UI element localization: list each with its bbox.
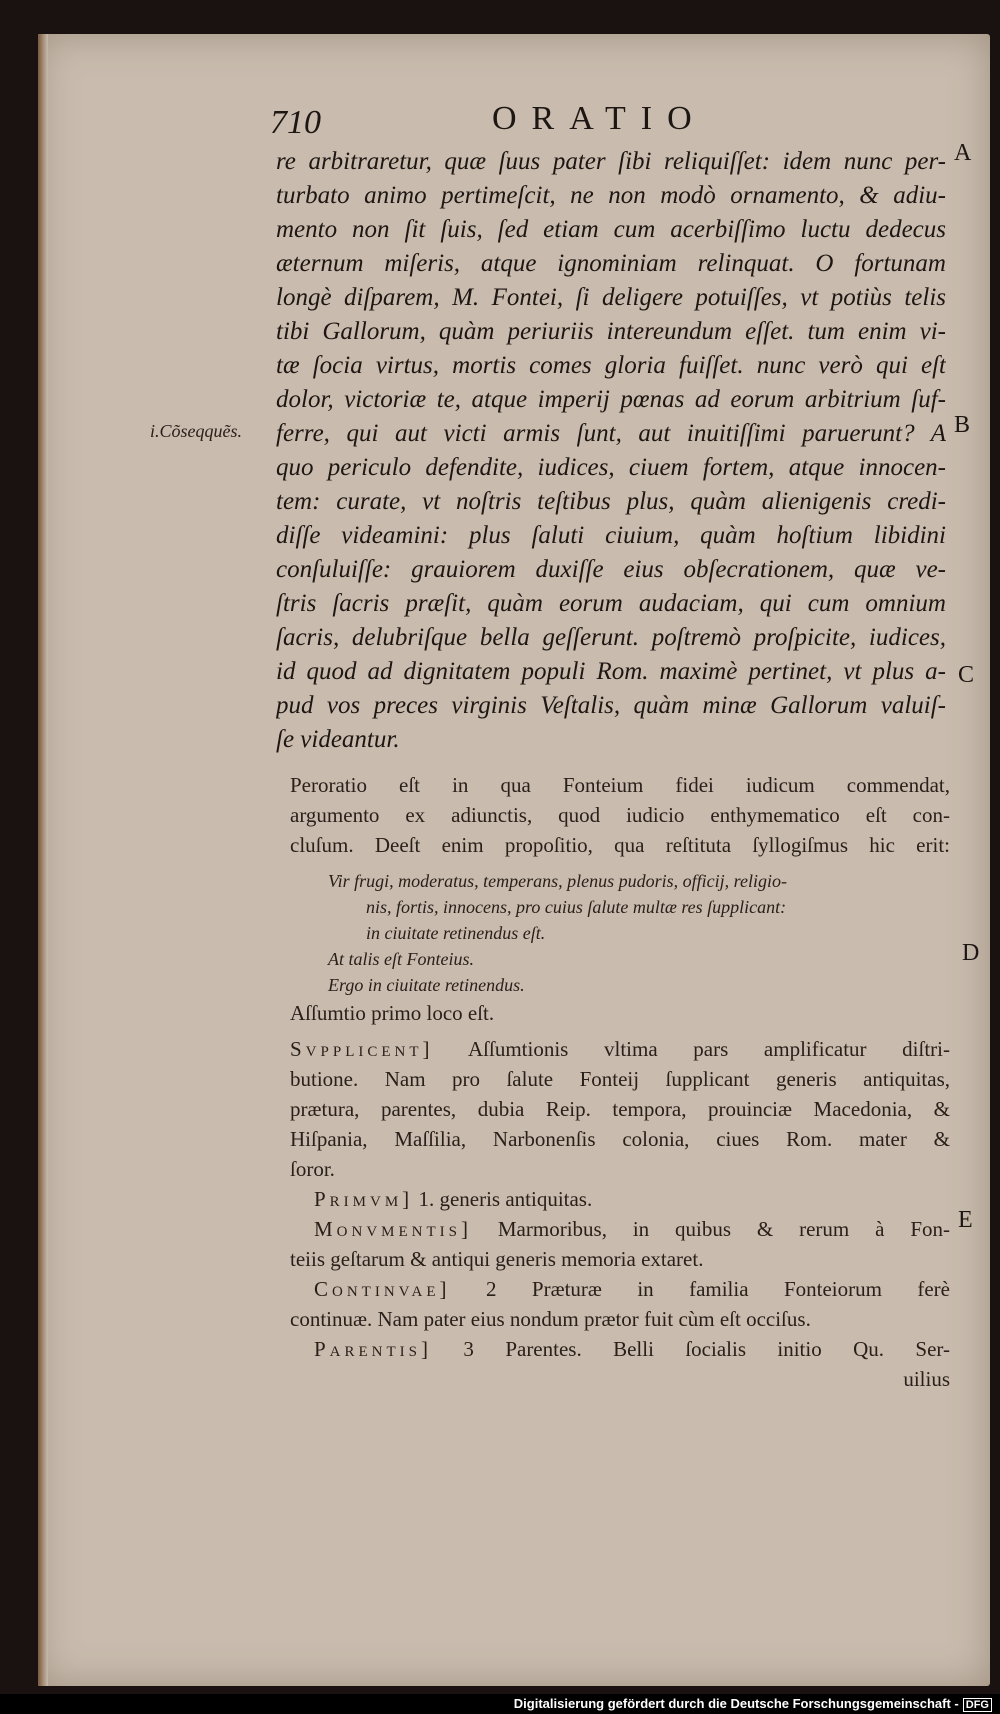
oration-line: ferre, qui aut victi armis ſunt, aut inuitiſſimi paruerunt? A [276,420,946,447]
dfg-logo: DFG [963,1698,992,1712]
primum-entry [290,1184,950,1214]
oration-line: ſtris ſacris præſit, quàm eorum audaciam, qui cum omnium [276,590,946,617]
oration-line: turbato animo pertimeſcit, ne non modò ornamento, & adiu- [276,182,946,209]
oration-line: conſuluiſſe: grauiorem duxiſſe eius obſecrationem, quæ ve- [276,556,946,583]
parentis-entry [290,1334,950,1364]
monumentis-entry [290,1214,950,1244]
oration-line: tibi Gallorum, quàm periuriis intereundum eſſet. tum enim vi- [276,318,946,345]
oration-line: dolor, victoriæ te, atque imperij pœnas ad eorum arbitrium ſuf- [276,386,946,413]
lemma-continuae: Continvae] [314,1277,451,1301]
syllogism-conclusion: Ergo in ciuitate retinendus. [328,975,525,995]
oration-line: longè diſparem, M. Fontei, ſi deligere potuiſſes, vt potiùs telis [276,284,946,311]
catchword: uilius [903,1367,950,1391]
oration-line: ſacris, delubriſque bella geſſerunt. poſtremò proſpicite, iudices, [276,624,946,651]
lemma-parentis: Parentis] [314,1337,433,1361]
margin-note: i.Cõseqquẽs. [150,421,242,441]
peroratio-line: Peroratio eſt in qua Fonteium fidei iudicum commendat, [290,773,950,797]
margin-letter-b: B [954,412,971,438]
digitization-credit [514,1696,992,1712]
oration-line: diſſe videamini: plus ſaluti ciuium, quàm hoſtium libidini [276,522,946,549]
margin-letter-c: C [958,662,975,688]
peroratio-line: cluſum. Deeſt enim propoſitio, qua reſtituta ſyllogiſmus hic erit: [290,833,950,857]
syllogism-major-cont: in ciuitate retinendus eſt. [366,923,546,943]
supplicent-line: prætura, parentes, dubia Reip. tempora, prouinciæ Macedonia, & [290,1097,950,1121]
oration-line: tem: curate, vt noſtris teſtibus plus, quàm alienigenis credi- [276,488,946,515]
oration-line: mento non ſit ſuis, ſed etiam cum acerbiſſimo luctu dedecus [276,216,946,243]
parentis-text: 3 Parentes. Belli ſocialis initio Qu. Ser- [463,1337,950,1361]
commentary [290,770,950,1394]
page-binding-edge [38,34,48,1686]
continuae-text: 2 Prӕturӕ in familia Fonteiorum ferè [485,1277,950,1301]
assumtio-line: Aſſumtio primo loco eſt. [290,1001,495,1025]
oration-line: ſe videantur. [276,726,400,753]
oration-line: quo periculo defendite, iudices, ciuem fortem, atque innocen- [276,454,946,481]
oration-line: re arbitraretur, quæ ſuus pater ſibi reliquiſſet: idem nunc per- [276,148,946,175]
syllogism-major: Vir frugi, moderatus, temperans, plenus pudoris, officij, religio- [328,871,787,891]
oration-line: id quod ad dignitatem populi Rom. maximè pertinet, vt plus a- [276,658,946,685]
supplicent-text: Aſſumtionis vltima pars amplificatur diſtri- [468,1037,950,1061]
primum-text: 1. generis antiquitas. [418,1187,593,1211]
supplicent-entry [290,1034,950,1064]
monumentis-line: teiis geſtarum & antiqui generis memoria extaret. [290,1247,704,1271]
margin-letter-d: D [962,940,980,966]
syllogism-major-cont: nis, fortis, innocens, pro cuius ſalute multæ res ſupplicant: [366,897,787,917]
supplicent-line: Hiſpania, Maſſilia, Narbonenſis colonia, ciues Rom. mater & [290,1127,950,1151]
oration-line: æternum miſeris, atque ignominiam relinquat. O fortunam [276,250,946,277]
margin-letter-a: A [954,140,972,166]
margin-letter-e: E [958,1207,973,1233]
running-head: ORATIO [492,100,707,137]
lemma-primum: Primvm] [314,1187,414,1211]
peroratio-line: argumento ex adiunctis, quod iudicio enthymematico eſt con- [290,803,950,827]
oration-line: pud vos preces virginis Veſtalis, quàm minæ Gallorum valuiſ- [276,692,946,719]
credit-text: Digitalisierung gefördert durch die Deutsche Forschungsgemeinschaft - [513,1696,959,1711]
page-number: 710 [270,104,321,141]
lemma-monumentis: Monvmentis] [314,1217,472,1241]
monumentis-text: Marmoribus, in quibus & rerum à Fon- [497,1217,950,1241]
supplicent-line: butione. Nam pro ſalute Fonteij ſupplicant generis antiquitas, [290,1067,950,1091]
continuae-line: continuæ. Nam pater eius nondum prætor fuit cùm eſt occiſus. [290,1307,811,1331]
continuae-entry [290,1274,950,1304]
supplicent-line: ſoror. [290,1157,335,1181]
syllogism-minor: At talis eſt Fonteius. [328,949,474,969]
oration-line: tæ ſocia virtus, mortis comes gloria fuiſſet. nunc verò qui eſt [276,352,946,379]
oration-text [276,145,946,757]
lemma-supplicent: Svpplicent] [290,1037,434,1061]
